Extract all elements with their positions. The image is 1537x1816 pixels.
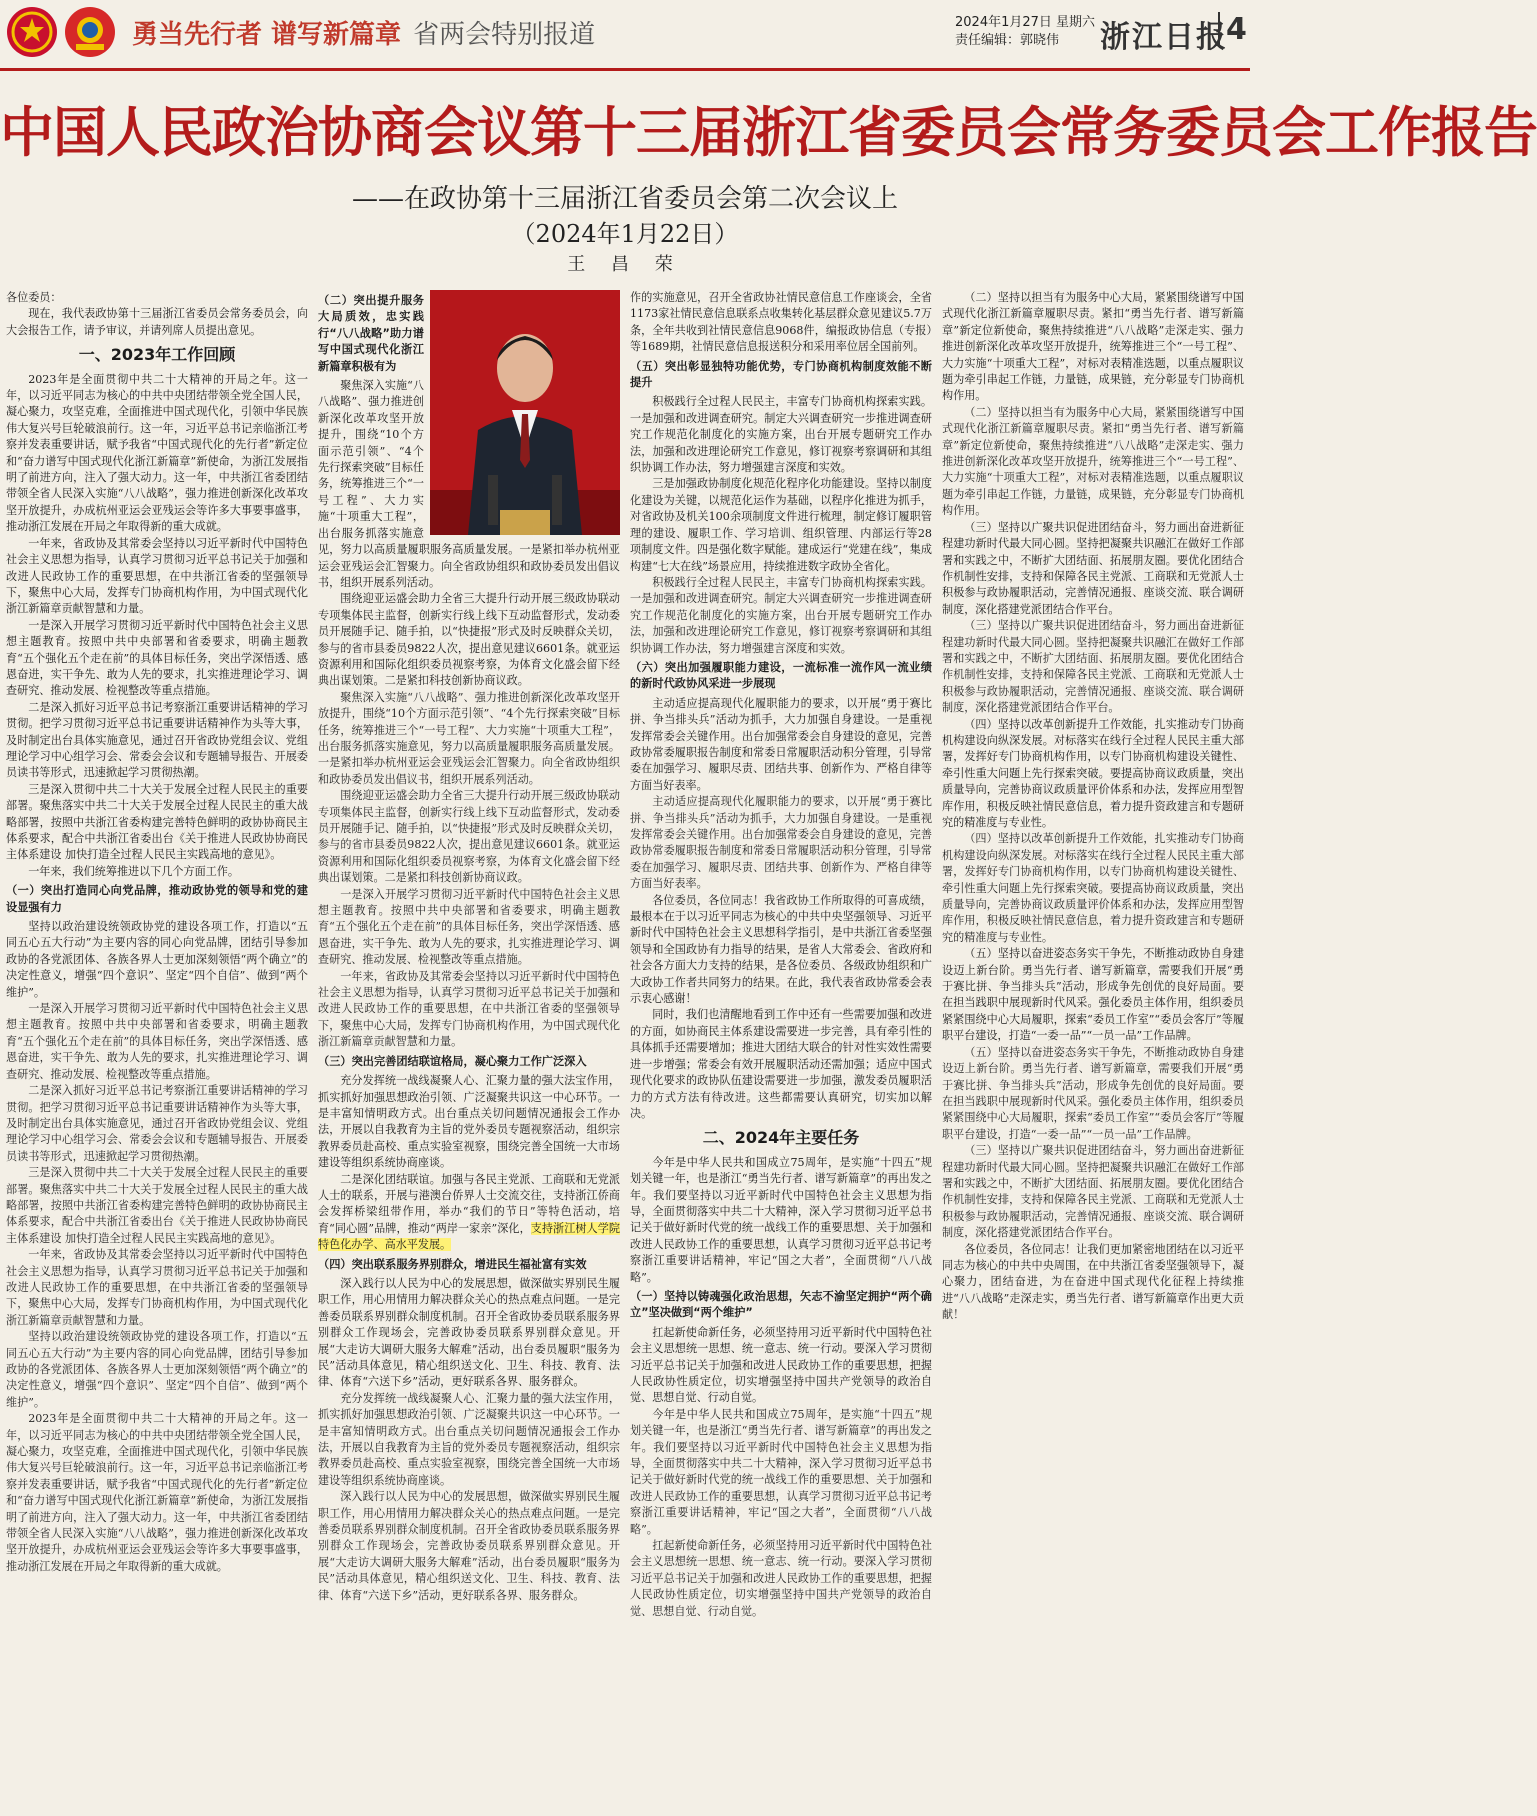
paragraph-continued: 作的实施意见，召开全省政协社情民意信息工作座谈会，全省1173家社情民意信息联系点收集转化基层群众意见建议5.7万条，全年共收到社情民意信息9068件，编报政协信息（专报）等1689期，社情民意信息报送积分和采用率位居全国前列。 — [630, 291, 932, 354]
paragraph: 一是深入开展学习贯彻习近平新时代中国特色社会主义思想主题教育。按照中共中央部署和省委要求，明确主题教育“五个强化五个走在前”的具体目标任务，突出学深悟透、感恩奋进，实干争先、敢为人先的要求，扎实推进理论学习、调查研究、推动发展、检视整改等重点措施。 — [6, 618, 308, 698]
paragraph: 二是深入抓好习近平总书记考察浙江重要讲话精神的学习贯彻。把学习贯彻习近平总书记重要讲话精神作为头等大事，及时制定出台具体实施意见，通过召开省政协党组会议、党组理论学习中心组学习会、常委会会议和专题辅导报告、开展委员读书等形式，迅速掀起学习贯彻热潮。 — [6, 700, 308, 780]
cppcc-emblem-icon — [64, 6, 116, 58]
paragraph-continued: 一年来，省政协及其常委会坚持以习近平新时代中国特色社会主义思想为指导，认真学习贯彻习近平总书记关于加强和改进人民政协工作的重要思想，在中共浙江省委的坚强领导下，聚焦中心大局，发挥专门协商机构作用，为中国式现代化浙江新篇章贡献智慧和力量。 — [6, 1248, 308, 1327]
dateline — [955, 14, 1095, 50]
paragraph: 扛起新使命新任务，必须坚持用习近平新时代中国特色社会主义思想统一思想、统一意志、统一行动。要深入学习贯彻习近平总书记关于加强和改进人民政协工作的重要思想，把握人民政协性质定位，切实增强坚持中国共产党领导的政治自觉、思想自觉、行动自觉。 — [630, 1325, 932, 1405]
paragraph-continued: 今年是中华人民共和国成立75周年，是实施“十四五”规划关键一年，也是浙江“勇当先行者、谱写新篇章”的再出发之年。我们要坚持以习近平新时代中国特色社会主义思想为指导，全面贯彻落实中共二十大精神，深入学习贯彻习近平总书记关于做好新时代党的统一战线工作的重要思想、关于加强和改进人民政协工作的重要思想，认真学习贯彻习近平总书记考察浙江重要讲话精神，牢记“国之大者”，全面贯彻“八八战略”。 — [630, 1407, 932, 1536]
paragraph: （三）坚持以广聚共识促进团结奋斗，努力画出奋进新征程建功新时代最大同心圆。坚持把凝聚共识融汇在做好工作部署和实践之中，不断扩大团结面、拓展朋友圈。要优化团结合作机制性安排，支持和保障各民主党派、工商联和无党派人士积极参与政协履职活动，完善情况通报、座谈交流、联合调研制度，深化搭建党派团结合作平台。 — [942, 520, 1244, 616]
highlighted-sentence: 支持浙江树人学院特色化办学、高水平发展。 — [318, 1221, 620, 1252]
paragraph-continued: 三是深入贯彻中共二十大关于发展全过程人民民主的重要部署。聚焦落实中共二十大关于发展全过程人民民主的重大战略部署，按照中共浙江省委构建完善特色鲜明的政协协商民主体系要求，配合中共浙江省委出台《关于推进人民政协协商民主体系建设 加快打造全过程人民民主实践高地的意见》。 — [6, 1166, 308, 1245]
paragraph-continued: （三）坚持以广聚共识促进团结奋斗，努力画出奋进新征程建功新时代最大同心圆。坚持把凝聚共识融汇在做好工作部署和实践之中，不断扩大团结面、拓展朋友圈。要优化团结合作机制性安排，支持和保障各民主党派、工商联和无党派人士积极参与政协履职活动，完善情况通报、座谈交流、联合调研制度，深化搭建党派团结合作平台。 — [942, 619, 1244, 715]
paragraph: 积极践行全过程人民民主，丰富专门协商机构探索实践。一是加强和改进调查研究。制定大兴调查研究一步推进调查研究工作规范化制度化的实施方案，出台开展专题研究工作办法，加强和改进理论研究工作意见，修订视察考察调研和其组织协调工作办法，努力增强建言深度和实效。 — [630, 395, 932, 475]
subheading: （三）突出完善团结联谊格局，凝心聚力工作广泛深入 — [318, 1054, 587, 1068]
section-heading-tasks: 二、2024年主要任务 — [702, 1128, 860, 1148]
speaker-photo — [430, 290, 620, 535]
banner-sub: 省两会特别报道 — [413, 20, 596, 50]
article-title: 中国人民政治协商会议第十三届浙江省委员会常务委员会工作报告 — [0, 101, 1537, 164]
paragraph: 各位委员，各位同志！我省政协工作所取得的可喜成绩，最根本在于以习近平同志为核心的中共中央坚强领导、习近平新时代中国特色社会主义思想科学指引，是中共浙江省委坚强领导和全国政协有力指导的结果，是省人大常委会、省政府和社会各方面大力支持的结果，是各位委员、各级政协组织和广大政协工作者共同努力的结果。在此，我代表省政协常委会表示衷心感谢！ — [630, 893, 932, 1006]
closing-paragraph: 各位委员，各位同志！让我们更加紧密地团结在以习近平同志为核心的中共中央周围，在中共浙江省委坚强领导下，凝心聚力，团结奋进，为在奋进中国式现代化征程上持续推进“八八战略”走深走实，勇当先行者、谱写新篇章作出更大贡献！ — [942, 1242, 1244, 1322]
salutation: 各位委员： — [6, 291, 62, 304]
section-heading-review: 一、2023年工作回顾 — [78, 345, 236, 365]
paragraph-continued: （五）坚持以奋进姿态务实干争先，不断推动政协自身建设迈上新台阶。勇当先行者、谱写新篇章，需要我们开展“勇于赛比拼、争当排头兵”活动，形成争先创优的良好局面。要在担当践职中展现新时代风采。强化委员主体作用，组织委员紧紧围绕中心大局履职，探索“委员工作室”“委员会客厅”等履职平台建设，打造“一委一品”“一员一品”工作品牌。 — [942, 1045, 1244, 1141]
article-author: 王 昌 荣 — [567, 254, 683, 275]
article-subtitle: ——在政协第十三届浙江省委员会第二次会议上 — [351, 184, 898, 214]
column-4 — [942, 290, 1244, 1808]
editor-credit: 责任编辑：郭晓伟 — [955, 33, 1060, 48]
paragraph: 今年是中华人民共和国成立75周年，是实施“十四五”规划关键一年，也是浙江“勇当先行者、谱写新篇章”的再出发之年。我们要坚持以习近平新时代中国特色社会主义思想为指导，全面贯彻落实中共二十大精神，深入学习贯彻习近平总书记关于做好新时代党的统一战线工作的重要思想、关于加强和改进人民政协工作的重要思想，认真学习贯彻习近平总书记考察浙江重要讲话精神，牢记“国之大者”，全面贯彻“八八战略”。 — [630, 1155, 932, 1284]
banner — [132, 14, 595, 51]
subheading: （二）突出提升服务大局质效，忠实践行“八八战略”助力谱写中国式现代化浙江新篇章积极有为 — [318, 294, 424, 373]
column-3 — [630, 290, 932, 1808]
paragraph: 主动适应提高现代化履职能力的要求，以开展“勇于赛比拼、争当排头兵”活动为抓手，大力加强自身建设。一是重视发挥常委会关键作用。出台加强常委会自身建设的意见，完善政协常委履职报告制度和常委日常履职活动积分管理，引导常委在加强学习、履职尽责、团结共事、创新作为、严格自律等方面当好表率。 — [630, 696, 932, 792]
column-2 — [318, 290, 620, 1808]
paragraph: 围绕迎亚运盛会助力全省三大提升行动开展三级政协联动专项集体民主监督，创新实行线上线下互动监督形式，发动委员开展随手记、随手拍，以“快捷报”形式及时反映群众关切，参与的省市县委员9822人次，提出意见建议6601条。就亚运资源利用和国际化组织委员视察考察，为体育文化盛会留下经典出谋划策。二是紧扣科技创新协商议政。 — [318, 592, 620, 688]
paragraph: 深入践行以人民为中心的发展思想，做深做实界别民生履职工作，用心用情用力解决群众关心的热点难点问题。一是完善委员联系界别群众制度机制。召开全省政协委员联系服务界别群众工作现场会，完善政协委员联系界别群众意见。开展“大走访大调研大服务大解难”活动，出台委员履职“服务为民”活动具体意见，精心组织送文化、卫生、科技、教育、法律、体育“六送下乡”活动，更好联系各界、服务群众。 — [318, 1276, 620, 1389]
paragraph: 2023年是全面贯彻中共二十大精神的开局之年。这一年，以习近平同志为核心的中共中央团结带领全党全国人民，凝心聚力，攻坚克难，全面推进中国式现代化，引领中华民族伟大复兴号巨轮破浪前行。这一年，习近平总书记亲临浙江考察并发表重要讲话，赋予我省“中国式现代化的先行者”新定位和“奋力谱写中国式现代化浙江新篇章”新使命，为浙江发展指明了前进方向，注入了强大动力。这一年，中共浙江省委团结带领全省人民深入实施“八八战略”，强力推进创新深化改革攻坚开放提升，办成杭州亚运会亚残运会等许多大事要事盛事，推动浙江发展在开局之年取得新的重大成就。 — [6, 372, 308, 534]
paragraph-continued: （四）坚持以改革创新提升工作效能，扎实推动专门协商机构建设向纵深发展。对标落实在线行全过程人民民主重大部署，发挥好专门协商机构作用，以专门协商机构建设关键性、牵引性重大问题上先行探索突破。要提高协商议政质量，突出质量导向，完善协商议政质量评价体系和办法，发挥应用型智库作用，积极反映社情民意信息，着力提升资政建言和专题研究的精准度与专业性。 — [942, 832, 1244, 944]
paragraph-continued: 2023年是全面贯彻中共二十大精神的开局之年。这一年，以习近平同志为核心的中共中央团结带领全党全国人民，凝心聚力，攻坚克难，全面推进中国式现代化，引领中华民族伟大复兴号巨轮破浪前行。这一年，习近平总书记亲临浙江考察并发表重要讲话，赋予我省“中国式现代化的先行者”新定位和“奋力谱写中国式现代化浙江新篇章”新使命，为浙江发展指明了前进方向，注入了强大动力。这一年，中共浙江省委团结带领全省人民深入实施“八八战略”，强力推进创新深化改革攻坚开放提升，办成杭州亚运会亚残运会等许多大事要事盛事，推动浙江发展在开局之年取得新的重大成就。 — [6, 1412, 308, 1573]
paragraph: 一年来，省政协及其常委会坚持以习近平新时代中国特色社会主义思想为指导，认真学习贯彻习近平总书记关于加强和改进人民政协工作的重要思想，在中共浙江省委的坚强领导下，聚焦中心大局，发挥专门协商机构作用，为中国式现代化浙江新篇章贡献智慧和力量。 — [6, 536, 308, 616]
paragraph: 一年来，我们统筹推进以下几个方面工作。 — [28, 864, 239, 878]
paragraph: 三是加强政协制度化规范化程序化功能建设。坚持以制度化建设为关键，以规范化运作为基础，以程序化推进为抓手，对省政协及机关100余项制度文件进行梳理，制定修订履职管理的建设、履职工作、学习培训、组织管理、内部运行等28项制度文件。四是强化数字赋能。建成运行“党建在线”，集成构建“七大在线”场景应用，持续推进数字政协全省化。 — [630, 477, 932, 573]
column-1 — [6, 290, 308, 1808]
national-emblem-icon — [6, 6, 58, 58]
paragraph-continued: 积极践行全过程人民民主，丰富专门协商机构探索实践。一是加强和改进调查研究。制定大兴调查研究一步推进调查研究工作规范化制度化的实施方案，出台开展专题研究工作办法，加强和改进理论研究工作意见，修订视察考察调研和其组织协调工作办法，努力增强建言深度和实效。 — [630, 575, 932, 655]
subheading: （一）坚持以铸魂强化政治思想，矢志不渝坚定拥护“两个确立”坚决做到“两个维护” — [630, 1289, 932, 1320]
newspaper-masthead: 浙江日报 — [1100, 20, 1228, 55]
paragraph: （二）坚持以担当有为服务中心大局，紧紧围绕谱写中国式现代化浙江新篇章履职尽责。紧扣“勇当先行者、谱写新篇章”新定位新使命，聚焦持续推进“八八战略”走深走实、强力推进创新深化改革攻坚开放提升，统筹推进三个“一号工程”、大力实施“十项重大工程”，对标对表精准选题，以重点履职议题为牵引串起工作链，力量链，成果链，充分彰显专门协商机构作用。 — [942, 291, 1244, 403]
subheading: （五）突出彰显独特功能优势，专门协商机构制度效能不断提升 — [630, 359, 932, 390]
article-date: （2024年1月22日） — [511, 220, 739, 248]
paragraph — [318, 1172, 620, 1254]
paragraph-continued: 一年来，省政协及其常委会坚持以习近平新时代中国特色社会主义思想为指导，认真学习贯彻习近平总书记关于加强和改进人民政协工作的重要思想，在中共浙江省委的坚强领导下，聚焦中心大局，发挥专门协商机构作用，为中国式现代化浙江新篇章贡献智慧和力量。 — [318, 969, 620, 1049]
paragraph: （五）坚持以奋进姿态务实干争先，不断推动政协自身建设迈上新台阶。勇当先行者、谱写新篇章，需要我们开展“勇于赛比拼、争当排头兵”活动，形成争先创优的良好局面。要在担当践职中展现新时代风采。强化委员主体作用，组织委员紧紧围绕中心大局履职，探索“委员工作室”“委员会客厅”等履职平台建设，打造“一委一品”“一员一品”工作品牌。 — [942, 947, 1244, 1043]
paragraph-continued: 聚焦深入实施“八八战略”、强力推进创新深化改革攻坚开放提升，围绕“10个方面示范引领”、“4个先行探索突破”目标任务，统筹推进三个“一号工程”、大力实施“十项重大工程”，出台服务抓落实施意见，努力以高质量履职服务高质量发展。一是紧扣举办杭州亚运会亚残运会汇智聚力。向全省政协组织和政协委员发出倡议书，组织开展系列活动。 — [318, 690, 620, 786]
subheading: （一）突出打造同心向党品牌，推动政协党的领导和党的建设显强有力 — [6, 884, 308, 914]
banner-main: 勇当先行者 谱写新篇章 — [132, 20, 402, 50]
paragraph-continued: 主动适应提高现代化履职能力的要求，以开展“勇于赛比拼、争当排头兵”活动为抓手，大力加强自身建设。一是重视发挥常委会关键作用。出台加强常委会自身建设的意见，完善政协常委履职报告制度和常委日常履职活动积分管理，引导常委在加强学习、履职尽责、团结共事、创新作为、严格自律等方面当好表率。 — [630, 795, 932, 891]
paragraph: （四）坚持以改革创新提升工作效能，扎实推动专门协商机构建设向纵深发展。对标落实在线行全过程人民民主重大部署，发挥好专门协商机构作用，以专门协商机构建设关键性、牵引性重大问题上先行探索突破。要提高协商议政质量，突出质量导向，完善协商议政质量评价体系和办法，发挥应用型智库作用，积极反映社情民意信息，着力提升资政建言和专题研究的精准度与专业性。 — [942, 717, 1244, 829]
speaker-photo-image — [430, 290, 620, 535]
paragraph-continued: 深入践行以人民为中心的发展思想，做深做实界别民生履职工作，用心用情用力解决群众关心的热点难点问题。一是完善委员联系界别群众制度机制。召开全省政协委员联系服务界别群众工作现场会，完善政协委员联系界别群众意见。开展“大走访大调研大服务大解难”活动，出台委员履职“服务为民”活动具体意见，精心组织送文化、卫生、科技、教育、法律、体育“六送下乡”活动，更好联系各界、服务群众。 — [318, 1490, 620, 1602]
issue-date: 2024年1月27日 星期六 — [955, 15, 1096, 30]
subheading: （六）突出加强履职能力建设，一流标准一流作风一流业绩的新时代政协风采进一步展现 — [630, 660, 932, 691]
subheading: （四）突出联系服务界别群众，增进民生福祉富有实效 — [318, 1257, 587, 1271]
paragraph: 三是深入贯彻中共二十大关于发展全过程人民民主的重要部署。聚焦落实中共二十大关于发展全过程人民民主的重大战略部署，按照中共浙江省委构建完善特色鲜明的政协协商民主体系要求，配合中共浙江省委出台《关于推进人民政协协商民主体系建设 加快打造全过程人民民主实践高地的意见》。 — [6, 782, 308, 862]
paragraph-text: 二是深化团结联谊。加强与各民主党派、工商联和无党派人士的联系，开展与港澳台侨界人士交流交往，支持浙江侨商会发挥桥梁纽带作用，举办“我们的节日”等特色活动，培育“同心圆”品牌，推动“两岸一家亲”深化， — [318, 1172, 620, 1235]
paragraph-continued: 二是深入抓好习近平总书记考察浙江重要讲话精神的学习贯彻。把学习贯彻习近平总书记重要讲话精神作为头等大事，及时制定出台具体实施意见，通过召开省政协党组会议、党组理论学习中心组学习会、常委会会议和专题辅导报告、开展委员读书等形式，迅速掀起学习贯彻热潮。 — [6, 1084, 308, 1163]
paragraph-continued: 充分发挥统一战线凝聚人心、汇聚力量的强大法宝作用，抓实抓好加强思想政治引领、广泛凝聚共识这一中心环节。一是丰富知情明政方式。出台重点关切问题情况通报会工作办法，开展以自我教育为主旨的党外委员专题视察活动，组织宗教界委员赴高校、重点实验室视察，围绕完善全国统一大市场建设等组织系统协商座谈。 — [318, 1391, 620, 1487]
paragraph: 聚焦深入实施“八八战略”、强力推进创新深化改革攻坚开放提升，围绕“10个方面示范引领”、“4个先行探索突破”目标任务，统筹推进三个“一号工程”、大力实施“十项重大工程”，出台服务抓落实施意见，努力以高质量履职服务高质量发展。一是紧扣举办杭州亚运会亚残运会汇智聚力。向全省政协组织和政协委员发出倡议书，组织开展系列活动。 — [318, 379, 620, 589]
paragraph-continued: 围绕迎亚运盛会助力全省三大提升行动开展三级政协联动专项集体民主监督，创新实行线上线下互动监督形式，发动委员开展随手记、随手拍，以“快捷报”形式及时反映群众关切，参与的省市县委员9822人次，提出意见建议6601条。就亚运资源利用和国际化组织委员视察考察，为体育文化盛会留下经典出谋划策。二是紧扣科技创新协商议政。 — [318, 789, 620, 885]
paragraph: 同时，我们也清醒地看到工作中还有一些需要加强和改进的方面，如协商民主体系建设需要进一步完善，具有牵引性的具体抓手还需要增加；推进大团结大联合的针对性实效性需要进一步增强；常委会有效开展履职活动还需加强；适应中国式现代化要求的政协队伍建设需要进一步加强，激发委员履职活力的方式方法有待改进。这些都需要认真研究，切实加以解决。 — [630, 1008, 932, 1120]
paragraph-continued: （三）坚持以广聚共识促进团结奋斗，努力画出奋进新征程建功新时代最大同心圆。坚持把凝聚共识融汇在做好工作部署和实践之中，不断扩大团结面、拓展朋友圈。要优化团结合作机制性安排，支持和保障各民主党派、工商联和无党派人士积极参与政协履职活动，完善情况通报、座谈交流、联合调研制度，深化搭建党派团结合作平台。 — [942, 1144, 1244, 1240]
paragraph: 充分发挥统一战线凝聚人心、汇聚力量的强大法宝作用，抓实抓好加强思想政治引领、广泛凝聚共识这一中心环节。一是丰富知情明政方式。出台重点关切问题情况通报会工作办法，开展以自我教育为主旨的党外委员专题视察活动，组织宗教界委员赴高校、重点实验室视察，围绕完善全国统一大市场建设等组织系统协商座谈。 — [318, 1074, 620, 1170]
paragraph-continued: 一是深入开展学习贯彻习近平新时代中国特色社会主义思想主题教育。按照中共中央部署和省委要求，明确主题教育“五个强化五个走在前”的具体目标任务，突出学深悟透、感恩奋进，实干争先、敢为人先的要求，扎实推进理论学习、调查研究、推动发展、检视整改等重点措施。 — [6, 1002, 308, 1081]
paragraph: 坚持以政治建设统领政协党的建设各项工作，打造以“五同五心五大行动”为主要内容的同心向党品牌，团结引导参加政协的各党派团体、各族各界人士更加深刻领悟“两个确立”的决定性意义，增强“四个意识”、坚定“四个自信”、做到“两个维护”。 — [6, 920, 308, 999]
page-number: 4 — [1218, 12, 1247, 47]
paragraph-continued: 扛起新使命新任务，必须坚持用习近平新时代中国特色社会主义思想统一思想、统一意志、统一行动。要深入学习贯彻习近平总书记关于加强和改进人民政协工作的重要思想，把握人民政协性质定位，切实增强坚持中国共产党领导的政治自觉、思想自觉、行动自觉。 — [630, 1539, 932, 1618]
paragraph-continued: （二）坚持以担当有为服务中心大局，紧紧围绕谱写中国式现代化浙江新篇章履职尽责。紧扣“勇当先行者、谱写新篇章”新定位新使命，聚焦持续推进“八八战略”走深走实、强力推进创新深化改革攻坚开放提升，统筹推进三个“一号工程”、大力实施“十项重大工程”，对标对表精准选题，以重点履职议题为牵引串起工作链，力量链，成果链，充分彰显专门协商机构作用。 — [942, 405, 1244, 518]
intro-paragraph: 现在，我代表政协第十三届浙江省委员会常务委员会，向大会报告工作，请予审议，并请列席人员提出意见。 — [6, 307, 308, 337]
paragraph-continued: 一是深入开展学习贯彻习近平新时代中国特色社会主义思想主题教育。按照中共中央部署和省委要求，明确主题教育“五个强化五个走在前”的具体目标任务，突出学深悟透、感恩奋进，实干争先、敢为人先的要求，扎实推进理论学习、调查研究、推动发展、检视整改等重点措施。 — [318, 887, 620, 967]
paragraph-continued: 坚持以政治建设统领政协党的建设各项工作，打造以“五同五心五大行动”为主要内容的同心向党品牌，团结引导参加政协的各党派团体、各族各界人士更加深刻领悟“两个确立”的决定性意义，增强“四个意识”、坚定“四个自信”、做到“两个维护”。 — [6, 1330, 308, 1409]
page-header — [0, 0, 1250, 71]
